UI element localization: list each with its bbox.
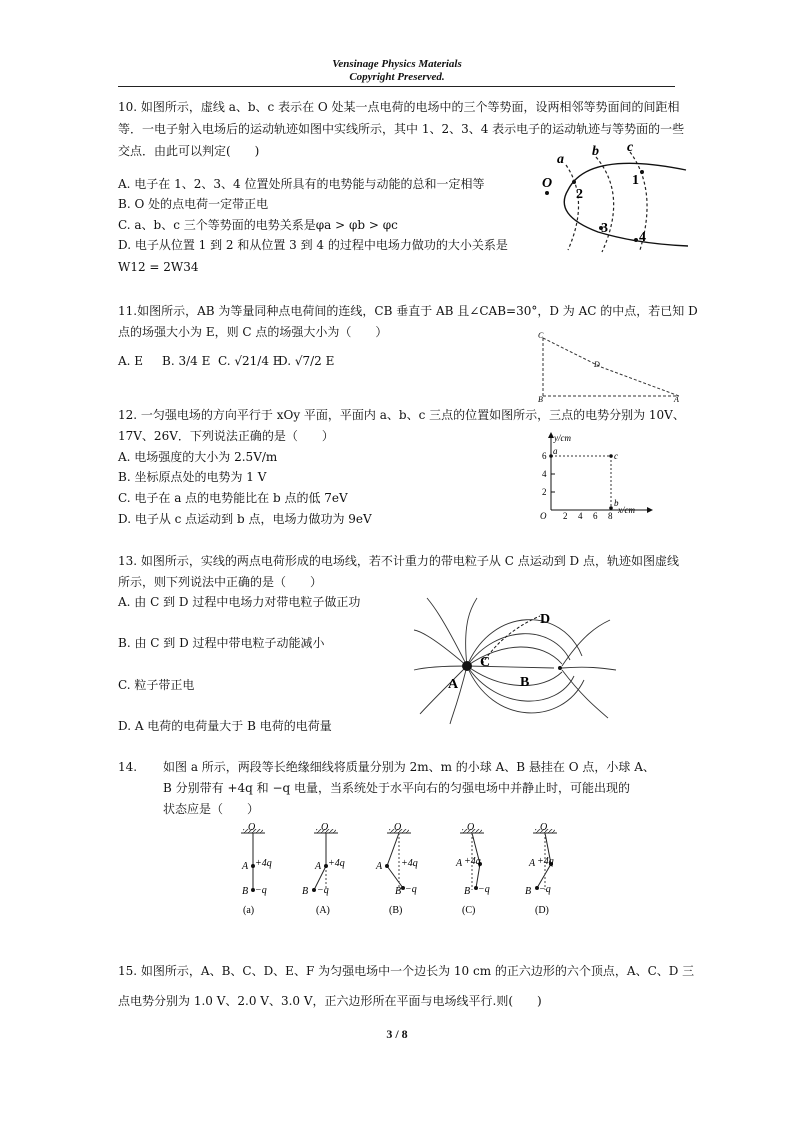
q10-stem-1: 10. 如图所示，虚线 a、b、c 表示在 O 处某一点电荷的电场中的三个等势面，设两相邻等势面间的间距相 <box>118 100 680 114</box>
q10-stem-3: 交点．由此可以判定( ) <box>118 144 260 158</box>
q11-option-c: C. √21/4 E <box>218 354 282 368</box>
header-line-2: Copyright Preserved. <box>349 71 445 83</box>
q10-label-1: 1 <box>632 173 639 188</box>
q14-a-label-a: A <box>242 861 249 872</box>
q14-A-o: O <box>321 822 329 833</box>
q14-a-qb: −q <box>255 885 267 896</box>
q13-option-c: C. 粒子带正电 <box>118 678 195 692</box>
q10-option-d-line-1: D. 电子从位置 1 到 2 和从位置 3 到 4 的过程中电场力做功的大小关系是 <box>118 238 508 252</box>
q14-a-o: O <box>248 822 256 833</box>
q14-D-o: O <box>540 822 548 833</box>
q12-origin: O <box>540 511 547 521</box>
q12-xtick-6: 6 <box>593 511 598 521</box>
q11-label-c: C <box>538 331 544 340</box>
q11-option-d: D. √7/2 E <box>278 354 335 368</box>
q11-option-b: B. 3/4 E <box>162 354 211 368</box>
q14-A-label-b: B <box>302 886 309 897</box>
q12-xtick-4: 4 <box>578 511 583 521</box>
q14-A-qb: −q <box>317 885 329 896</box>
q12-xtick-2: 2 <box>563 511 568 521</box>
q13-label-b: B <box>520 675 530 690</box>
q13-option-a: A. 由 C 到 D 过程中电场力对带电粒子做正功 <box>118 595 361 609</box>
q14-B-qa: +4q <box>401 858 418 869</box>
q10-equipotential-b <box>596 157 614 252</box>
q14-figure-C <box>455 822 490 916</box>
q14-D-qa: +4q <box>537 856 554 867</box>
q11-label-a: A <box>674 395 679 402</box>
q14-C-label-a: A <box>456 858 463 869</box>
q15-stem-2: 点电势分别为 1.0 V、2.0 V、3.0 V，正六边形所在平面与电场线平行.则( ) <box>118 994 542 1008</box>
q14-C-qa: +4q <box>464 856 481 867</box>
q10-label-2: 2 <box>576 187 583 202</box>
q13-label-c: C <box>480 655 491 670</box>
q13-option-b: B. 由 C 到 D 过程中带电粒子动能减小 <box>118 636 325 650</box>
q10-label-a: a <box>557 152 564 167</box>
q14-B-qb: −q <box>405 884 417 895</box>
q10-option-a: A. 电子在 1、2、3、4 位置处所具有的电势能与动能的总和一定相等 <box>118 177 485 191</box>
q14-C-caption: (C) <box>462 905 476 916</box>
q14-figure-a <box>241 822 272 916</box>
q12-ytick-6: 6 <box>542 451 547 461</box>
q14-D-label-a: A <box>529 858 536 869</box>
q10-label-4: 4 <box>639 230 646 245</box>
q14-B-label-a: A <box>376 861 383 872</box>
q12-option-b: B. 坐标原点处的电势为 1 V <box>118 470 267 484</box>
q10-label-3: 3 <box>601 221 608 236</box>
q10-stem-2: 等．一电子射入电场后的运动轨迹如图中实线所示，其中 1、2、3、4 表示电子的运动轨迹与等势面的一些 <box>118 122 685 136</box>
q11-stem-2: 点的场强大小为 E，则 C 点的场强大小为（ ） <box>118 325 388 339</box>
q11-label-d: D <box>594 360 600 369</box>
q14-C-qb: −q <box>478 884 490 895</box>
q14-stem-1: 如图 a 所示，两段等长绝缘细线将质量分别为 2m、m 的小球 A、B 悬挂在 O 点，小球 A、 <box>163 760 655 774</box>
q12-ytick-2: 2 <box>542 487 547 497</box>
q13-label-a: A <box>448 677 459 692</box>
q12-figure <box>535 430 655 522</box>
q14-B-caption: (B) <box>389 905 403 916</box>
q13-option-d: D. A 电荷的电荷量大于 B 电荷的电荷量 <box>118 719 332 733</box>
page-number: 3 / 8 <box>386 1027 408 1041</box>
q14-A-qa: +4q <box>328 858 345 869</box>
q12-ytick-4: 4 <box>542 469 547 479</box>
q10-option-c: C. a、b、c 三个等势面的电势关系是φa > φb > φc <box>118 218 398 232</box>
q11-option-a: A. E <box>118 354 144 368</box>
q11-label-b: B <box>538 395 543 402</box>
q14-A-label-a: A <box>315 861 322 872</box>
q12-option-a: A. 电场强度的大小为 2.5V/m <box>118 450 278 464</box>
q14-figure-B <box>375 822 418 916</box>
q14-stem-3: 状态应是（ ） <box>163 802 260 816</box>
q10-label-o: O <box>542 176 553 191</box>
q14-D-caption: (D) <box>535 905 549 916</box>
q10-label-b: b <box>592 144 599 159</box>
q12-point-b: b <box>614 498 619 508</box>
q14-a-label-b: B <box>242 886 249 897</box>
q14-D-label-b: B <box>525 886 532 897</box>
q10-trajectory <box>564 163 688 246</box>
q12-ylabel: y/cm <box>554 433 571 443</box>
q12-point-a: a <box>553 446 558 456</box>
q14-a-caption: (a) <box>243 905 255 916</box>
q12-point-c: c <box>614 451 618 461</box>
q13-label-d: D <box>540 612 551 627</box>
q13-stem-1: 13. 如图所示，实线的两点电荷形成的电场线，若不计重力的带电粒子从 C 点运动到 D 点，轨迹如图虚线 <box>118 554 679 568</box>
q14-D-qb: −q <box>539 884 551 895</box>
q12-xlabel: x/cm <box>618 505 635 515</box>
q10-option-d-line-2: W12 = 2W34 <box>118 260 199 274</box>
q14-figures <box>225 820 570 920</box>
q10-point-o <box>545 191 549 195</box>
q13-figure <box>412 596 617 726</box>
q12-stem-1: 12. 一匀强电场的方向平行于 xOy 平面，平面内 a、b、c 三点的位置如图所示，三点的电势分别为 10V、 <box>118 408 685 422</box>
q12-option-c: C. 电子在 a 点的电势能比在 b 点的低 7eV <box>118 491 348 505</box>
q10-figure <box>528 140 688 255</box>
q10-label-c: c <box>627 140 634 155</box>
q14-B-label-b: B <box>395 886 402 897</box>
q13-stem-2: 所示，则下列说法中正确的是（ ） <box>118 575 323 589</box>
q10-option-b: B. O 处的点电荷一定带正电 <box>118 197 269 211</box>
q14-figure-D <box>525 822 557 916</box>
q12-xtick-8: 8 <box>608 511 613 521</box>
q13-charge-a <box>462 661 472 671</box>
q14-number: 14. <box>118 760 138 774</box>
header-line-1: Vensinage Physics Materials <box>332 58 462 70</box>
q14-A-caption: (A) <box>316 905 330 916</box>
q14-figure-A <box>302 822 345 916</box>
q11-stem: 11.如图所示，AB 为等量同种点电荷间的连线，CB 垂直于 AB 且∠CAB=30°，D 为 AC 的中点，若已知 D <box>118 304 698 318</box>
q14-a-qa: +4q <box>255 858 272 869</box>
q12-option-d: D. 电子从 c 点运动到 b 点，电场力做功为 9eV <box>118 512 372 526</box>
q14-stem-2: B 分别带有 +4q 和 −q 电量，当系统处于水平向右的匀强电场中并静止时，可能出现的 <box>163 781 631 795</box>
q14-C-label-b: B <box>464 886 471 897</box>
q14-C-o: O <box>467 822 475 833</box>
q13-charge-b <box>558 666 562 670</box>
header-rule <box>118 86 675 87</box>
q12-stem-2: 17V、26V．下列说法正确的是（ ） <box>118 429 334 443</box>
q14-B-o: O <box>394 822 402 833</box>
q15-stem-1: 15. 如图所示，A、B、C、D、E、F 为匀强电场中一个边长为 10 cm 的正六边形的六个顶点，A、C、D 三 <box>118 964 695 978</box>
q11-figure <box>535 330 685 402</box>
